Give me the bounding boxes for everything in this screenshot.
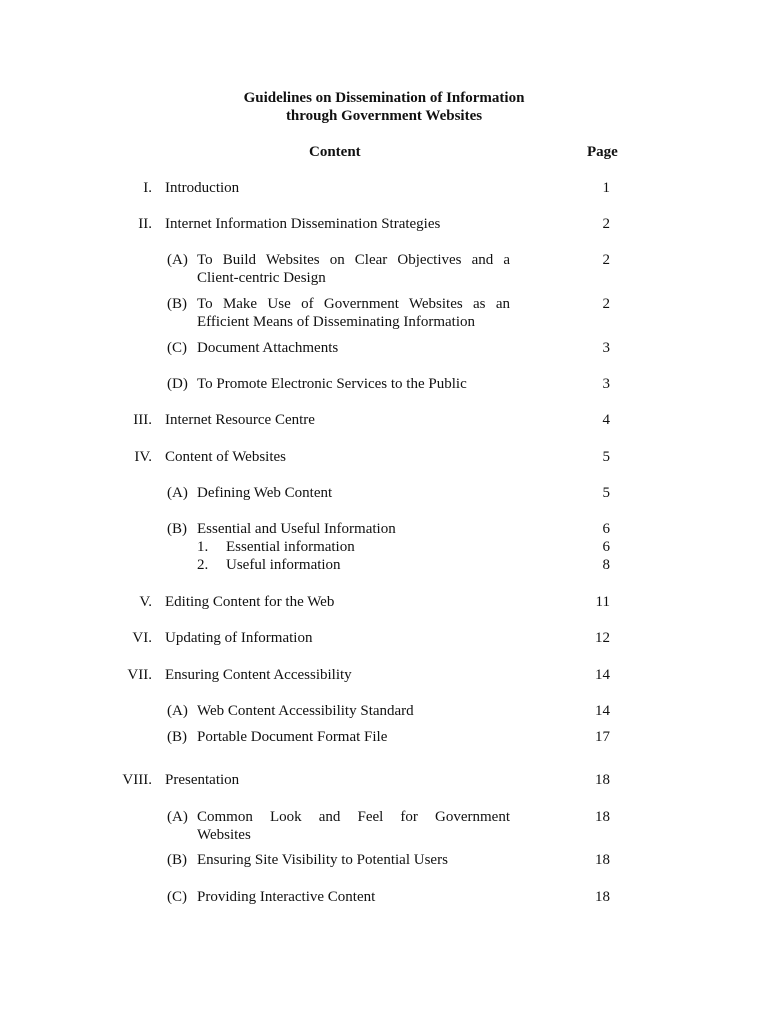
page-number: 3 bbox=[602, 376, 610, 392]
section-number: VII. bbox=[127, 667, 152, 683]
subsection-label: (D) bbox=[167, 376, 188, 392]
section-number: III. bbox=[133, 412, 152, 428]
section-title: Introduction bbox=[165, 180, 240, 196]
subsection-label: (A) bbox=[167, 485, 188, 501]
subsection-label: (A) bbox=[167, 703, 188, 719]
toc-subentry[interactable] bbox=[0, 251, 768, 287]
toc-entry[interactable] bbox=[0, 629, 768, 647]
section-title: Ensuring Content Accessibility bbox=[165, 667, 352, 683]
subsection-title: Defining Web Content bbox=[197, 485, 333, 501]
section-number: VI. bbox=[132, 630, 152, 646]
page-number: 2 bbox=[602, 296, 610, 312]
page-number: 5 bbox=[602, 485, 610, 501]
content-column-header: Content bbox=[309, 144, 361, 160]
subsection-title: To Promote Electronic Services to the Public bbox=[197, 376, 467, 392]
toc-entry[interactable] bbox=[0, 771, 768, 789]
item-title: Useful information bbox=[226, 557, 341, 573]
toc-entry[interactable] bbox=[0, 448, 768, 466]
subsection-title-line-2: Websites bbox=[197, 827, 251, 843]
item-title: Essential information bbox=[226, 539, 355, 555]
toc-subentry[interactable] bbox=[0, 375, 768, 393]
section-title: Editing Content for the Web bbox=[165, 594, 335, 610]
subsection-label: (B) bbox=[167, 296, 187, 312]
subsection-title: Web Content Accessibility Standard bbox=[197, 703, 414, 719]
page-number: 14 bbox=[595, 703, 610, 719]
subsection-title: Portable Document Format File bbox=[197, 729, 388, 745]
subsection-label: (C) bbox=[167, 340, 187, 356]
toc-subentry[interactable] bbox=[0, 888, 768, 906]
toc-subentry[interactable] bbox=[0, 808, 768, 844]
toc-entry[interactable] bbox=[0, 411, 768, 429]
section-title: Internet Information Dissemination Strategies bbox=[165, 216, 441, 232]
section-title: Internet Resource Centre bbox=[165, 412, 315, 428]
page-number: 18 bbox=[595, 852, 610, 868]
toc-entry[interactable] bbox=[0, 666, 768, 684]
page-number: 17 bbox=[595, 729, 610, 745]
toc-subentry[interactable] bbox=[0, 295, 768, 331]
subsection-label: (B) bbox=[167, 729, 187, 745]
section-number: V. bbox=[139, 594, 152, 610]
subsection-title-line-2: Client-centric Design bbox=[197, 270, 326, 286]
page-number: 11 bbox=[595, 594, 610, 610]
subsection-label: (B) bbox=[167, 521, 187, 537]
page-number: 6 bbox=[602, 539, 610, 555]
section-number: IV. bbox=[134, 449, 152, 465]
document-title-line-2: through Government Websites bbox=[285, 108, 483, 124]
subsection-title: Providing Interactive Content bbox=[197, 889, 376, 905]
page-number: 2 bbox=[602, 252, 610, 268]
section-title: Content of Websites bbox=[165, 449, 287, 465]
toc-entry[interactable] bbox=[0, 215, 768, 233]
page-number: 12 bbox=[595, 630, 610, 646]
item-number: 1. bbox=[197, 539, 209, 555]
page-number: 3 bbox=[602, 340, 610, 356]
subsection-title-line-1: To Make Use of Government Websites as an bbox=[197, 296, 510, 312]
subsection-title: Essential and Useful Information bbox=[197, 521, 396, 537]
subsection-title: Document Attachments bbox=[197, 340, 339, 356]
toc-subentry[interactable] bbox=[0, 728, 768, 746]
toc-subentry[interactable] bbox=[0, 520, 768, 538]
toc-item[interactable] bbox=[0, 538, 768, 556]
item-number: 2. bbox=[197, 557, 209, 573]
subsection-label: (B) bbox=[167, 852, 187, 868]
toc-entry[interactable] bbox=[0, 593, 768, 611]
subsection-title: Ensuring Site Visibility to Potential Users bbox=[197, 852, 448, 868]
subsection-title-line-1: Common Look and Feel for Government bbox=[197, 809, 510, 825]
subsection-title-line-2: Efficient Means of Disseminating Information bbox=[197, 314, 475, 330]
subsection-label: (C) bbox=[167, 889, 187, 905]
page-number: 5 bbox=[602, 449, 610, 465]
subsection-title-line-1: To Build Websites on Clear Objectives and a bbox=[197, 252, 510, 268]
page-number: 1 bbox=[602, 180, 610, 196]
subsection-label: (A) bbox=[167, 252, 188, 268]
section-title: Presentation bbox=[165, 772, 240, 788]
page-number: 18 bbox=[595, 809, 610, 825]
subsection-label: (A) bbox=[167, 809, 188, 825]
page-column-header: Page bbox=[587, 144, 618, 160]
toc-item[interactable] bbox=[0, 556, 768, 574]
toc-subentry[interactable] bbox=[0, 702, 768, 720]
page-number: 6 bbox=[602, 521, 610, 537]
page-number: 2 bbox=[602, 216, 610, 232]
page-number: 8 bbox=[602, 557, 610, 573]
toc-subentry[interactable] bbox=[0, 851, 768, 869]
section-number: VIII. bbox=[122, 772, 152, 788]
section-title: Updating of Information bbox=[165, 630, 313, 646]
section-number: II. bbox=[138, 216, 152, 232]
page-number: 18 bbox=[595, 889, 610, 905]
section-number: I. bbox=[143, 180, 152, 196]
page-number: 14 bbox=[595, 667, 610, 683]
page-number: 18 bbox=[595, 772, 610, 788]
page-number: 4 bbox=[602, 412, 610, 428]
toc-entry[interactable] bbox=[0, 179, 768, 197]
toc-subentry[interactable] bbox=[0, 484, 768, 502]
document-title-line-1: Guidelines on Dissemination of Information bbox=[243, 90, 525, 106]
toc-subentry[interactable] bbox=[0, 339, 768, 357]
